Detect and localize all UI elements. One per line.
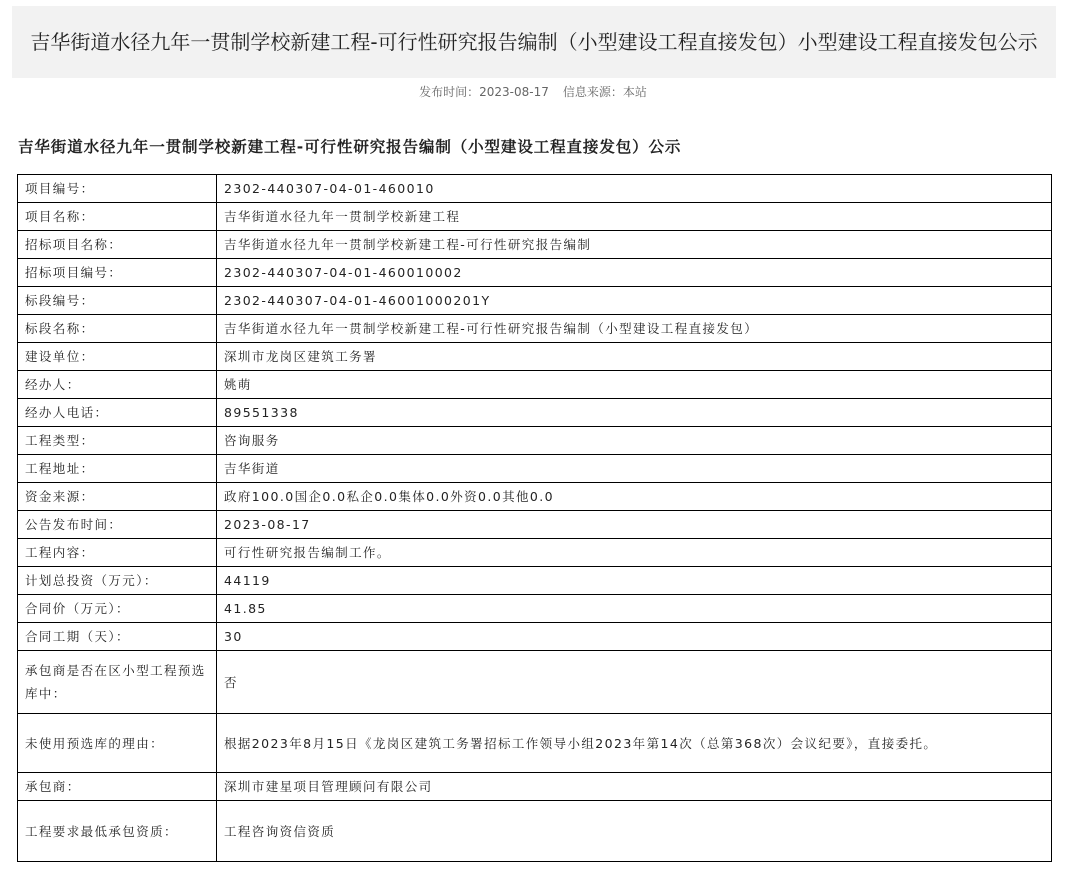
row-label-section-number: 标段编号： <box>18 287 217 315</box>
source-label: 信息来源： <box>562 85 623 99</box>
row-value-tender-project-number: 2302-440307-04-01-460010002 <box>217 259 1052 287</box>
row-value-section-number: 2302-440307-04-01-46001000201Y <box>217 287 1052 315</box>
row-value-handler-phone: 89551338 <box>217 399 1052 427</box>
row-label-in-preselection-library: 承包商是否在区小型工程预选库中： <box>18 651 217 714</box>
row-value-project-type: 咨询服务 <box>217 427 1052 455</box>
page-title: 吉华街道水径九年一贯制学校新建工程-可行性研究报告编制（小型建设工程直接发包）小型建设工程直接发包公示 <box>30 29 1038 54</box>
row-value-section-name: 吉华街道水径九年一贯制学校新建工程-可行性研究报告编制（小型建设工程直接发包） <box>217 315 1052 343</box>
project-info-table <box>17 174 1052 862</box>
row-label-minimum-qualification: 工程要求最低承包资质： <box>18 801 217 862</box>
row-value-tender-project-name: 吉华街道水径九年一贯制学校新建工程-可行性研究报告编制 <box>217 231 1052 259</box>
table-row <box>18 539 1052 567</box>
row-label-tender-project-number: 招标项目编号： <box>18 259 217 287</box>
row-label-project-address: 工程地址： <box>18 455 217 483</box>
table-row <box>18 651 1052 714</box>
publish-time-value: 2023-08-17 <box>479 85 549 99</box>
row-label-project-number: 项目编号： <box>18 175 217 203</box>
row-label-tender-project-name: 招标项目名称： <box>18 231 217 259</box>
row-label-contract-price: 合同价（万元）： <box>18 595 217 623</box>
row-value-fund-source: 政府100.0国企0.0私企0.0集体0.0外资0.0其他0.0 <box>217 483 1052 511</box>
table-row <box>18 175 1052 203</box>
row-value-contract-duration: 30 <box>217 623 1052 651</box>
row-value-minimum-qualification: 工程咨询资信资质 <box>217 801 1052 862</box>
row-label-contract-duration: 合同工期（天）： <box>18 623 217 651</box>
table-row <box>18 287 1052 315</box>
table-row <box>18 427 1052 455</box>
row-label-fund-source: 资金来源： <box>18 483 217 511</box>
table-row <box>18 259 1052 287</box>
table-row <box>18 714 1052 773</box>
publish-time-label: 发布时间： <box>419 85 480 99</box>
row-value-project-number: 2302-440307-04-01-460010 <box>217 175 1052 203</box>
row-label-project-content: 工程内容： <box>18 539 217 567</box>
row-label-section-name: 标段名称： <box>18 315 217 343</box>
row-value-handler: 姚萌 <box>217 371 1052 399</box>
row-value-reason-not-using-library: 根据2023年8月15日《龙岗区建筑工务署招标工作领导小组2023年第14次（总第368次）会议纪要》，直接委托。 <box>217 714 1052 773</box>
table-row <box>18 483 1052 511</box>
row-label-planned-investment: 计划总投资（万元）： <box>18 567 217 595</box>
row-label-construction-unit: 建设单位： <box>18 343 217 371</box>
publish-meta <box>0 84 1066 100</box>
row-value-contractor: 深圳市建星项目管理顾问有限公司 <box>217 773 1052 801</box>
table-row <box>18 371 1052 399</box>
row-label-handler: 经办人： <box>18 371 217 399</box>
table-row <box>18 595 1052 623</box>
row-value-project-address: 吉华街道 <box>217 455 1052 483</box>
row-label-project-name: 项目名称： <box>18 203 217 231</box>
row-value-project-name: 吉华街道水径九年一贯制学校新建工程 <box>217 203 1052 231</box>
table-row <box>18 203 1052 231</box>
table-row <box>18 315 1052 343</box>
row-value-project-content: 可行性研究报告编制工作。 <box>217 539 1052 567</box>
row-value-in-preselection-library: 否 <box>217 651 1052 714</box>
table-row <box>18 231 1052 259</box>
row-value-contract-price: 41.85 <box>217 595 1052 623</box>
table-row <box>18 399 1052 427</box>
title-banner <box>12 6 1056 78</box>
table-row <box>18 343 1052 371</box>
row-label-announcement-time: 公告发布时间： <box>18 511 217 539</box>
table-row <box>18 455 1052 483</box>
row-label-reason-not-using-library: 未使用预选库的理由： <box>18 714 217 773</box>
table-row <box>18 567 1052 595</box>
row-label-contractor: 承包商： <box>18 773 217 801</box>
row-label-handler-phone: 经办人电话： <box>18 399 217 427</box>
table-row <box>18 773 1052 801</box>
row-value-planned-investment: 44119 <box>217 567 1052 595</box>
row-value-announcement-time: 2023-08-17 <box>217 511 1052 539</box>
notice-subtitle: 吉华街道水径九年一贯制学校新建工程-可行性研究报告编制（小型建设工程直接发包）公示 <box>18 138 682 156</box>
table-row <box>18 623 1052 651</box>
row-value-construction-unit: 深圳市龙岗区建筑工务署 <box>217 343 1052 371</box>
row-label-project-type: 工程类型： <box>18 427 217 455</box>
table-row <box>18 801 1052 862</box>
table-row <box>18 511 1052 539</box>
source-value: 本站 <box>622 85 647 99</box>
